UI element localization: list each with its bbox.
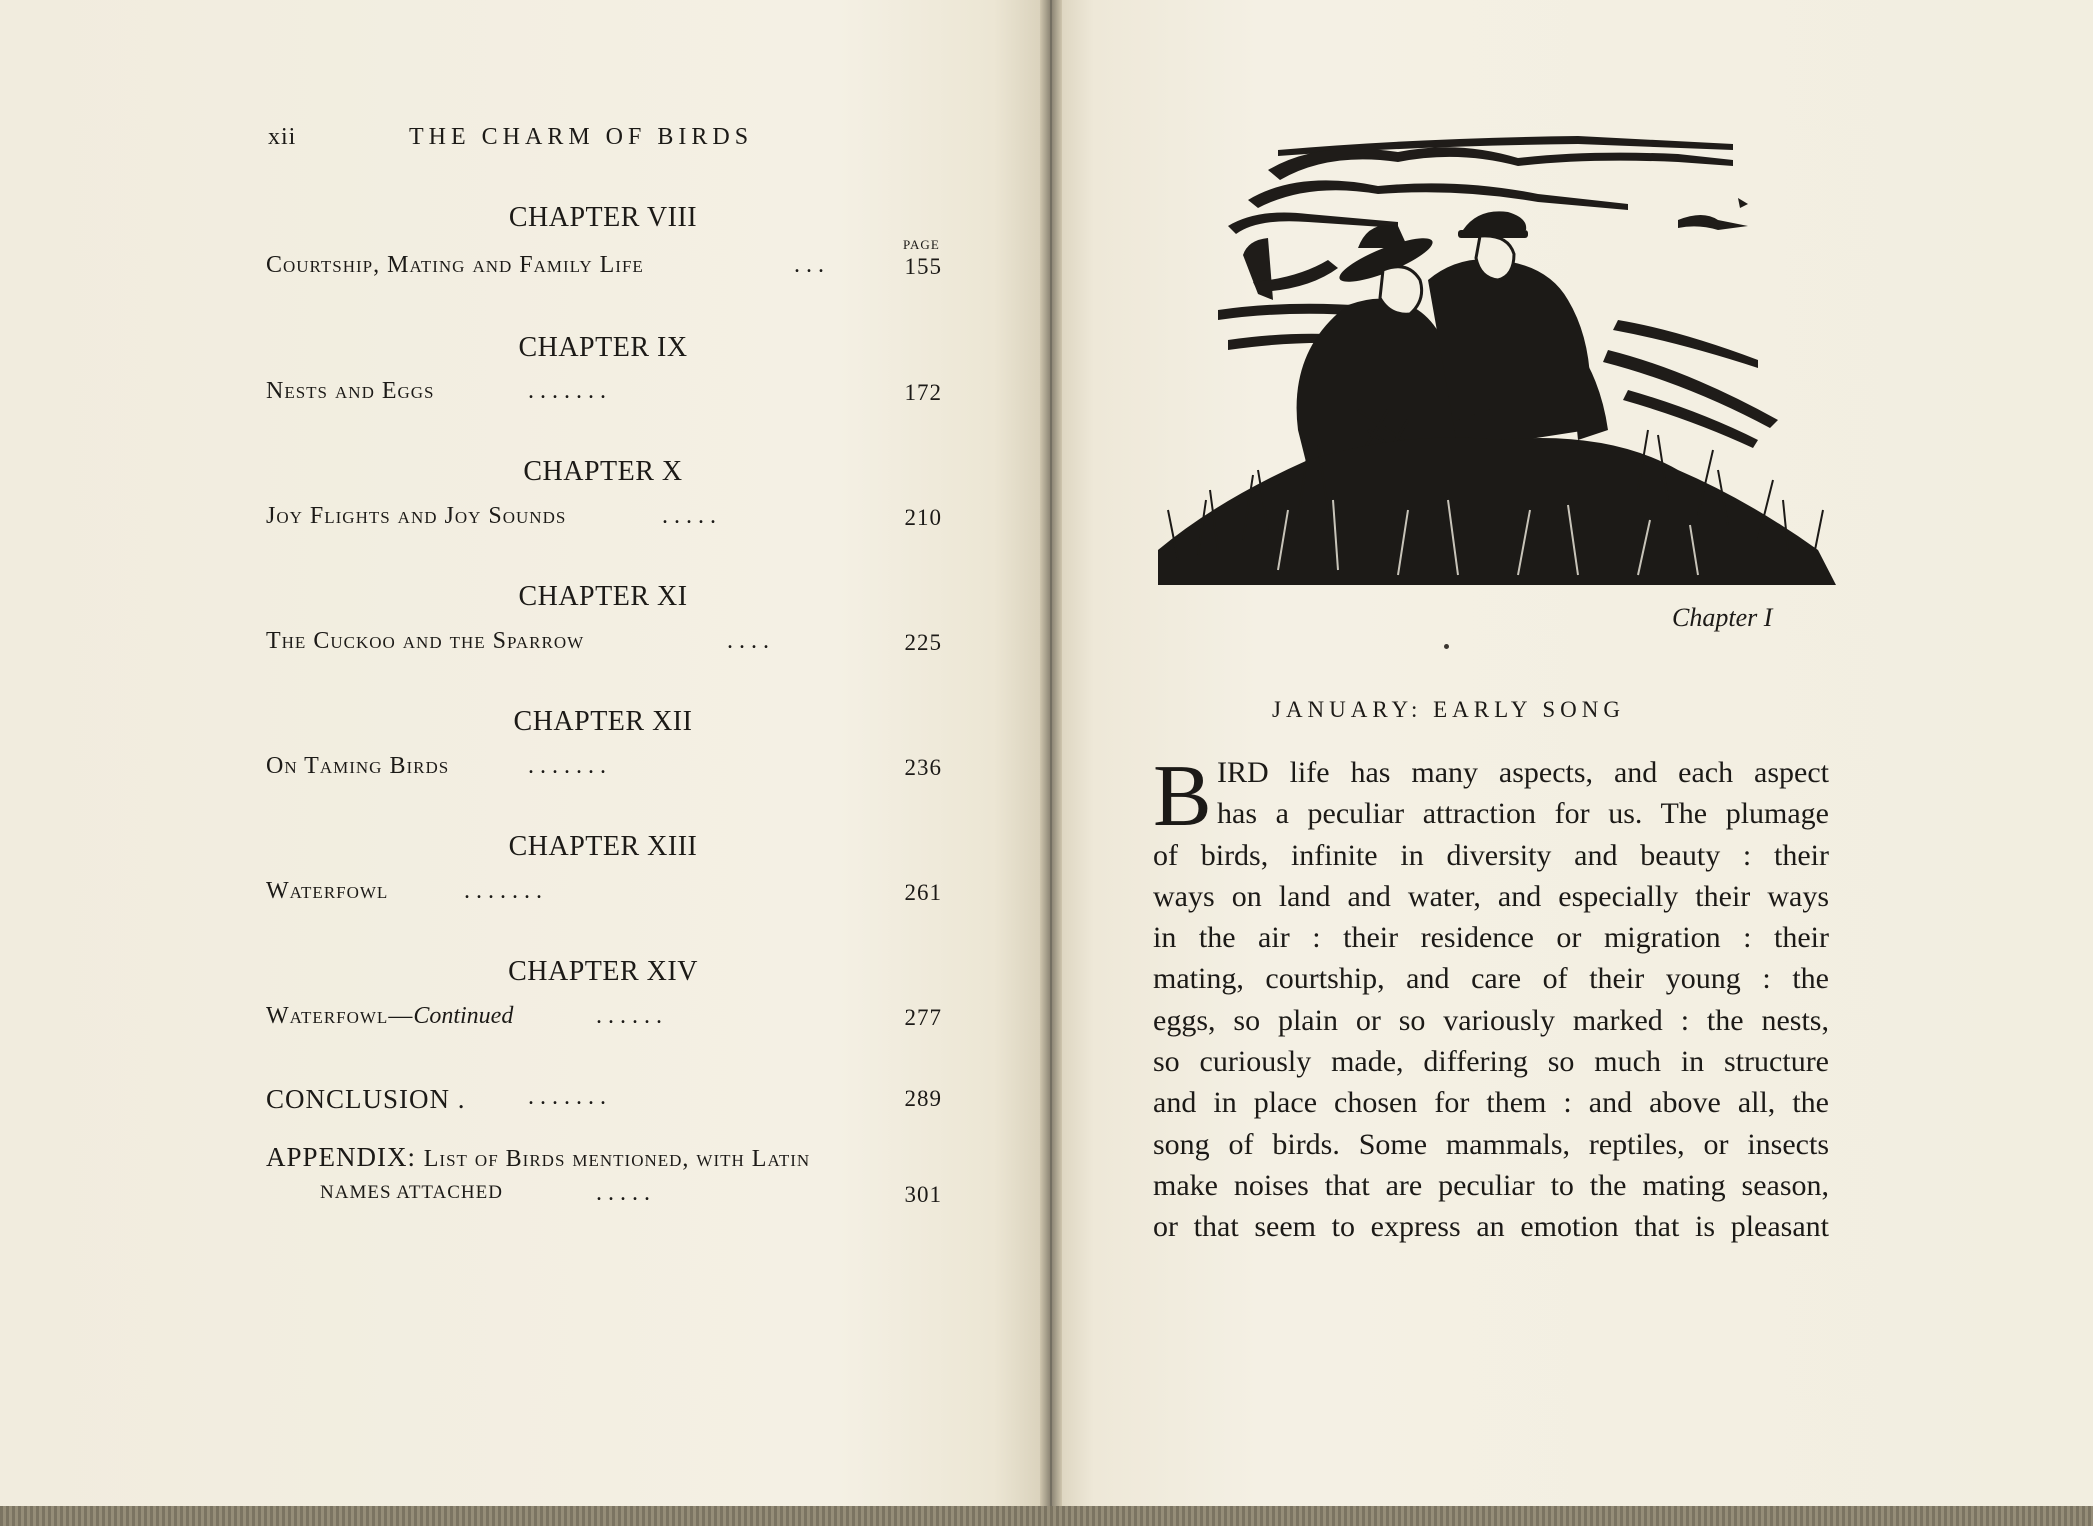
- appendix-label: APPENDIX:: [266, 1142, 417, 1172]
- contents-entry-appendix[interactable]: [266, 1142, 946, 1176]
- entry-title: CONCLUSION .: [266, 1084, 466, 1114]
- section-title: JANUARY: EARLY SONG: [1272, 697, 1625, 722]
- body-line: so curiously made, differing so much in structure: [1153, 1045, 1829, 1079]
- entry-page: 301: [904, 1182, 942, 1207]
- appendix-page-row: [266, 1180, 946, 1214]
- body-line: ways on land and water, and especially their ways: [1153, 879, 1829, 913]
- running-title: THE CHARM OF BIRDS: [409, 124, 754, 150]
- contents-entry[interactable]: [266, 252, 946, 286]
- appendix-title-rest: List of Birds mentioned, with Latin: [423, 1146, 811, 1172]
- entry-page: 225: [904, 630, 942, 655]
- woodcut-illustration: [1158, 130, 1836, 586]
- book-gutter: [1040, 0, 1062, 1506]
- appendix-title-line2: NAMES ATTACHED: [320, 1182, 503, 1203]
- entry-title: Waterfowl: [266, 878, 389, 904]
- body-line: or that seem to express an emotion that is pleasant: [1153, 1210, 1829, 1244]
- body-line: mating, courtship, and care of their young : the: [1153, 962, 1829, 996]
- entry-page: 155: [904, 254, 942, 279]
- leader-dots: . . . . .: [662, 503, 716, 529]
- page-number-folio: xii: [268, 124, 297, 150]
- entry-title: [266, 1003, 513, 1030]
- contents-entry[interactable]: [266, 1003, 946, 1037]
- body-line: eggs, so plain or so variously marked : the nests,: [1153, 1003, 1829, 1037]
- chapter-heading: CHAPTER XI: [518, 581, 688, 612]
- entry-title: [266, 1142, 810, 1173]
- chapter-heading: CHAPTER XII: [513, 706, 693, 737]
- body-paragraph: [1153, 748, 1829, 1248]
- body-line: has a peculiar attraction for us. The plumage: [1217, 797, 1829, 831]
- leader-dots: . . . . . . .: [528, 378, 606, 404]
- entry-page: 277: [904, 1005, 942, 1030]
- chapter-heading: CHAPTER XIV: [508, 956, 698, 987]
- entry-title-continued: Continued: [413, 1003, 514, 1029]
- leader-dots: . . . . .: [596, 1180, 650, 1206]
- entry-page: 172: [904, 380, 942, 405]
- entry-title: Courtship, Mating and Family Life: [266, 252, 644, 278]
- entry-page: 210: [904, 505, 942, 530]
- contents-entry[interactable]: [266, 503, 946, 537]
- chapter-heading: CHAPTER IX: [518, 332, 688, 363]
- chapter-heading: CHAPTER VIII: [508, 202, 698, 233]
- leader-dots: . . .: [794, 252, 824, 278]
- entry-page: 261: [904, 880, 942, 905]
- body-line: song of birds. Some mammals, reptiles, or insects: [1153, 1127, 1829, 1161]
- chapter-heading: CHAPTER XIII: [508, 831, 698, 862]
- entry-page: 236: [904, 755, 942, 780]
- body-line: and in place chosen for them : and above all, the: [1153, 1086, 1829, 1120]
- leader-dots: . . . . . .: [596, 1003, 662, 1029]
- leader-dots: . . . . . . .: [528, 1084, 606, 1110]
- contents-entry[interactable]: [266, 378, 946, 412]
- leader-dots: . . . . . . .: [528, 753, 606, 779]
- body-line: make noises that are peculiar to the mating season,: [1153, 1168, 1829, 1202]
- entry-title: On Taming Birds: [266, 753, 450, 779]
- entry-title: The Cuckoo and the Sparrow: [266, 628, 585, 654]
- contents-entry[interactable]: [266, 753, 946, 787]
- body-line: of birds, infinite in diversity and beauty : their: [1153, 838, 1829, 872]
- entry-title: Joy Flights and Joy Sounds: [266, 503, 567, 529]
- print-speck: [1444, 644, 1449, 649]
- contents-entry[interactable]: [266, 878, 946, 912]
- page-column-label: PAGE: [903, 237, 940, 252]
- contents-entry-conclusion[interactable]: [266, 1084, 946, 1118]
- leader-dots: . . . .: [727, 628, 769, 654]
- entry-page: 289: [904, 1086, 942, 1111]
- entry-title-main: Waterfowl—: [266, 1003, 414, 1029]
- entry-title: Nests and Eggs: [266, 378, 435, 404]
- leader-dots: . . . . . . .: [464, 878, 542, 904]
- body-line: in the air : their residence or migration : their: [1153, 921, 1829, 955]
- drop-cap: B: [1153, 748, 1212, 845]
- body-line: IRD life has many aspects, and each aspect: [1217, 756, 1829, 789]
- cloth-cover-edge: [0, 1506, 2093, 1526]
- chapter-caption: Chapter I: [1672, 603, 1773, 632]
- chapter-heading: CHAPTER X: [523, 456, 683, 487]
- contents-entry[interactable]: [266, 628, 946, 662]
- running-head: [268, 124, 808, 154]
